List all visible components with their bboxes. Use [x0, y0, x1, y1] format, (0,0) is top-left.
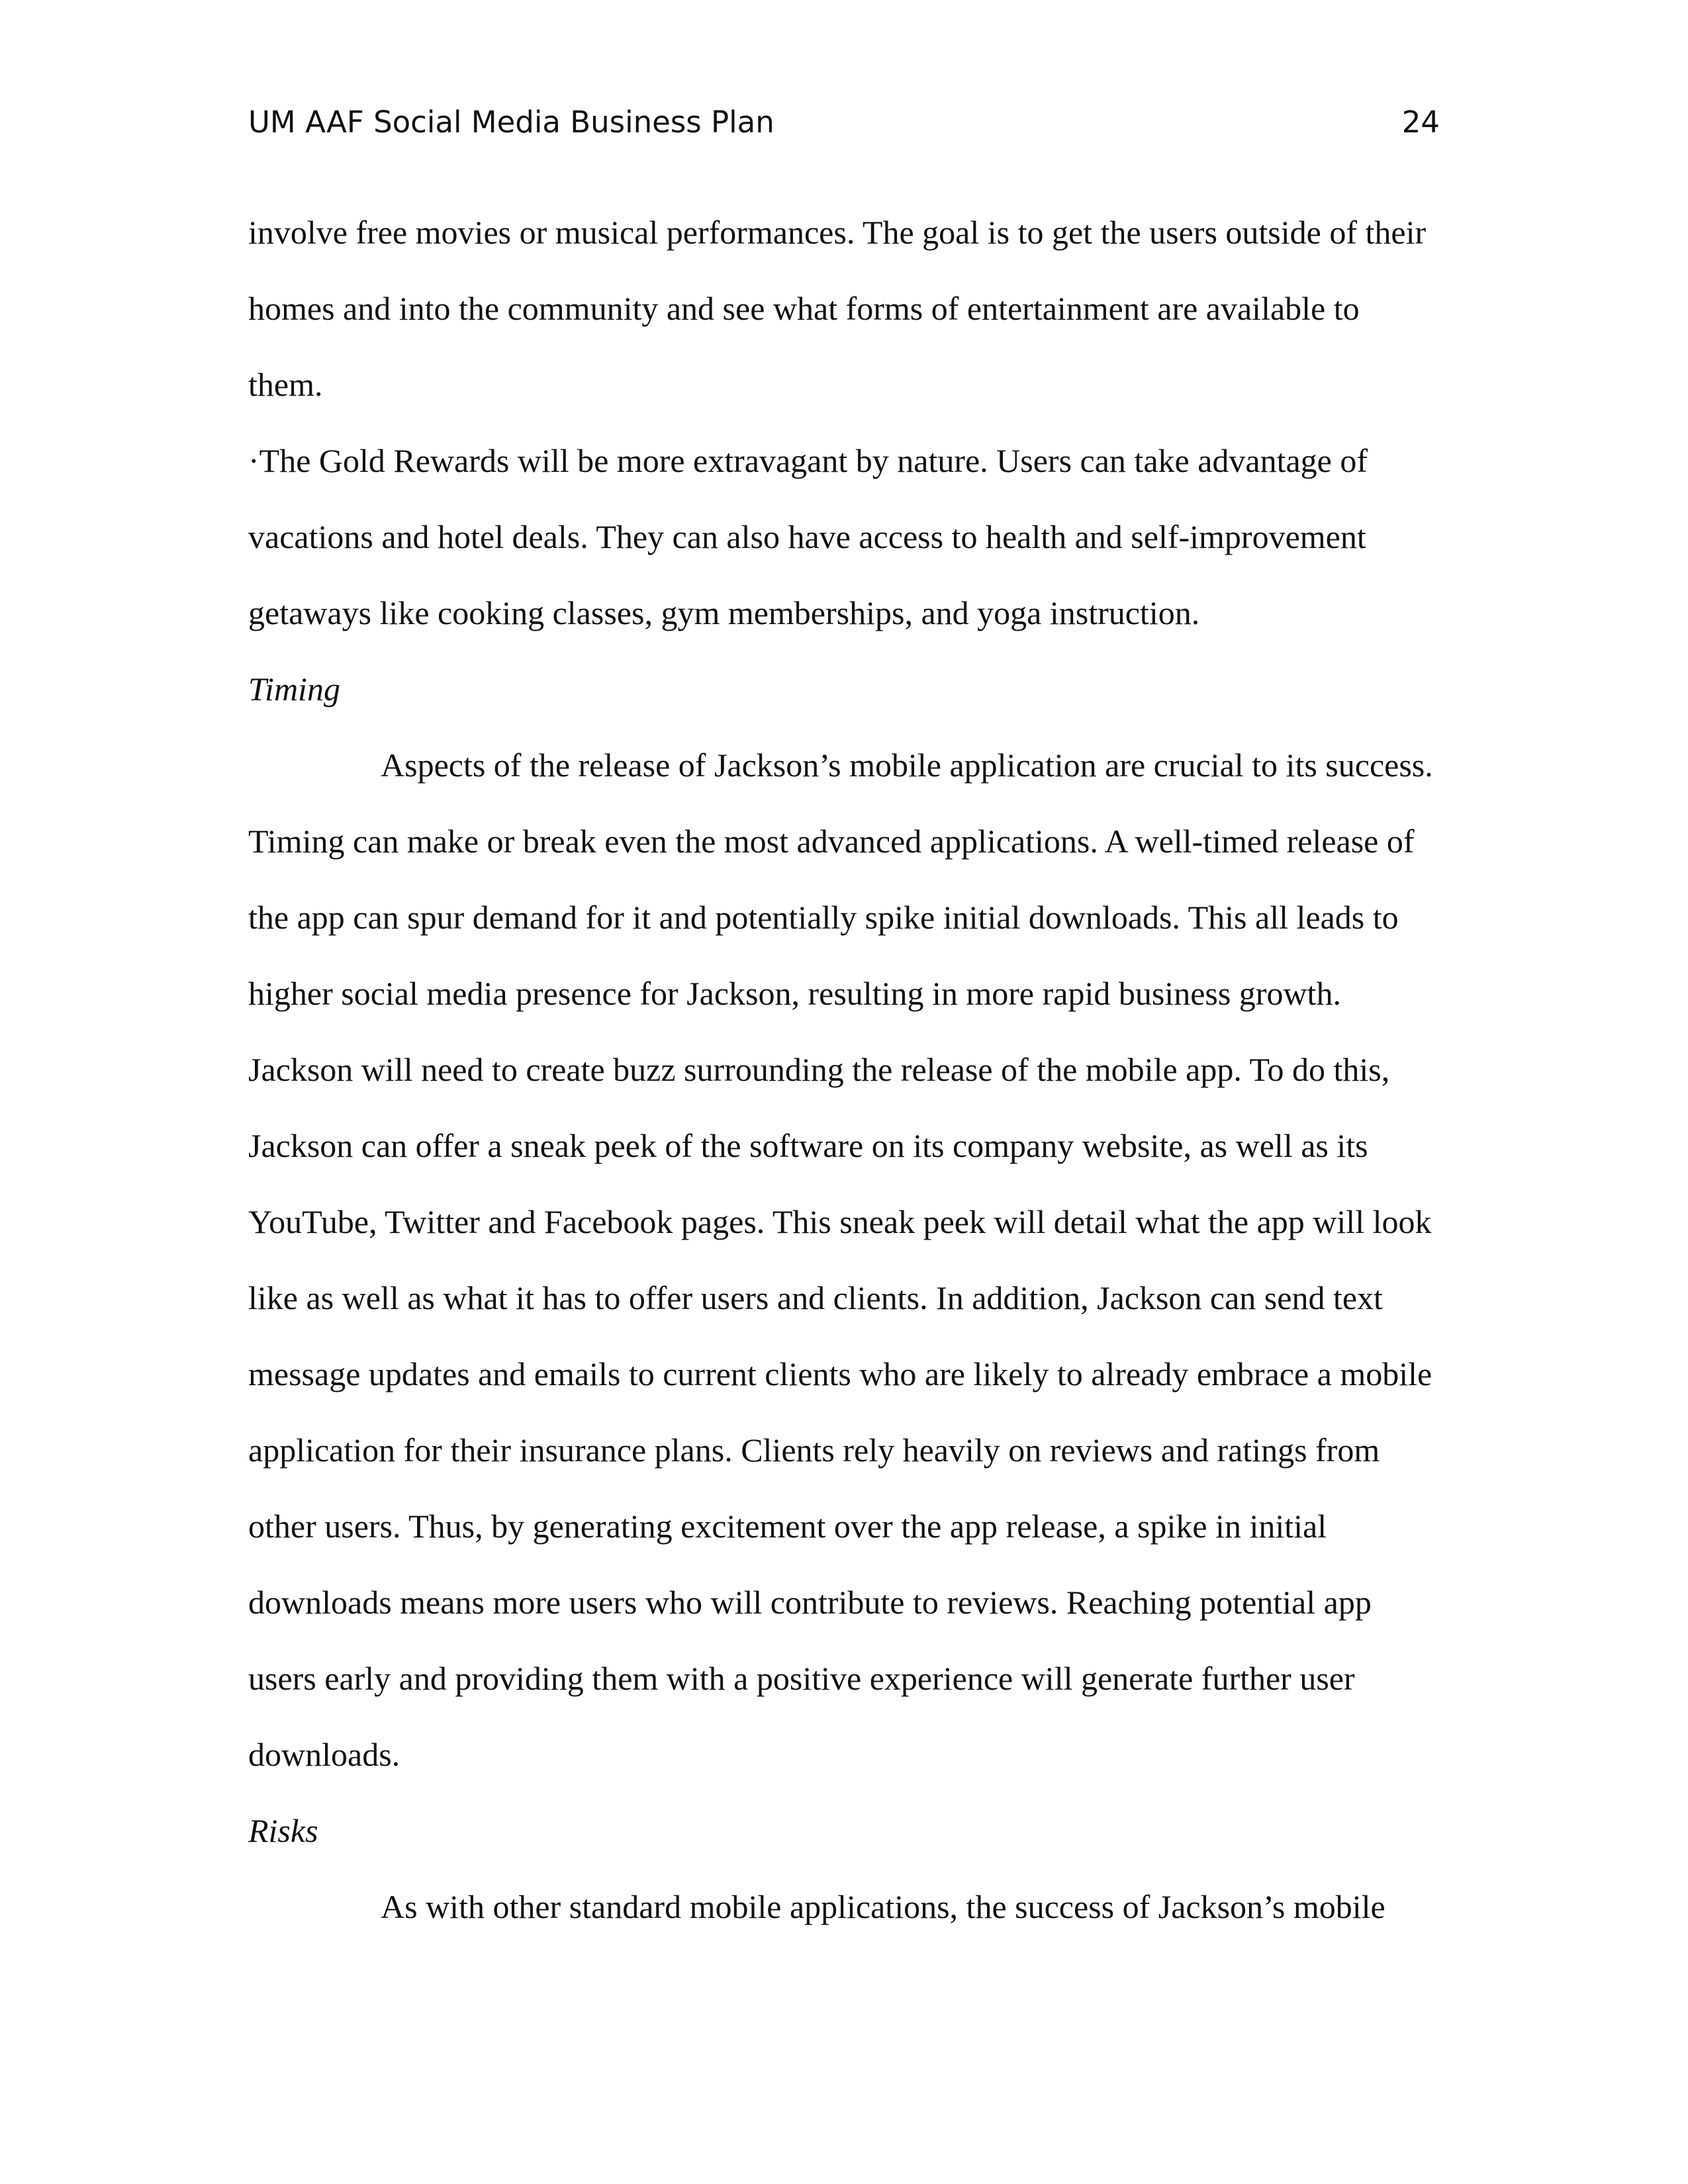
running-header-title: UM AAF Social Media Business Plan [248, 105, 774, 140]
text-line: higher social media presence for Jackson, resulting in more rapid business growth. [248, 975, 1341, 1012]
text-line: getaways like cooking classes, gym memberships, and yoga instruction. [248, 594, 1200, 631]
text-line: users early and providing them with a positive experience will generate further user [248, 1660, 1355, 1697]
text-line: YouTube, Twitter and Facebook pages. This sneak peek will detail what the app will look [248, 1203, 1432, 1240]
text-line: involve free movies or musical performances. The goal is to get the users outside of their [248, 214, 1427, 251]
section-heading: Risks [248, 1812, 318, 1849]
text-line: Jackson can offer a sneak peek of the software on its company website, as well as its [248, 1127, 1368, 1164]
text-line: Aspects of the release of Jackson’s mobile application are crucial to its success. [381, 747, 1433, 784]
text-line: other users. Thus, by generating excitement over the app release, a spike in initial [248, 1508, 1327, 1545]
text-line: message updates and emails to current clients who are likely to already embrace a mobile [248, 1355, 1432, 1392]
text-line: Timing can make or break even the most advanced applications. A well-timed release of [248, 823, 1415, 860]
text-line: the app can spur demand for it and potentially spike initial downloads. This all leads to [248, 899, 1399, 936]
text-line: them. [248, 366, 323, 403]
text-line: As with other standard mobile applications, the success of Jackson’s mobile [381, 1888, 1385, 1925]
running-header [248, 99, 1440, 146]
text-line: like as well as what it has to offer users and clients. In addition, Jackson can send text [248, 1279, 1383, 1316]
text-line: homes and into the community and see what forms of entertainment are available to [248, 290, 1360, 327]
page-number: 24 [1401, 105, 1440, 140]
section-heading: Timing [248, 670, 340, 707]
text-line: ·The Gold Rewards will be more extravagant by nature. Users can take advantage of [248, 442, 1368, 479]
text-line: Jackson will need to create buzz surrounding the release of the mobile app. To do this, [248, 1051, 1390, 1088]
text-line: application for their insurance plans. Clients rely heavily on reviews and ratings from [248, 1432, 1380, 1469]
body-text [248, 195, 1440, 1945]
text-line: downloads. [248, 1736, 400, 1773]
text-line: vacations and hotel deals. They can also have access to health and self-improvement [248, 518, 1366, 555]
text-line: downloads means more users who will contribute to reviews. Reaching potential app [248, 1584, 1372, 1621]
